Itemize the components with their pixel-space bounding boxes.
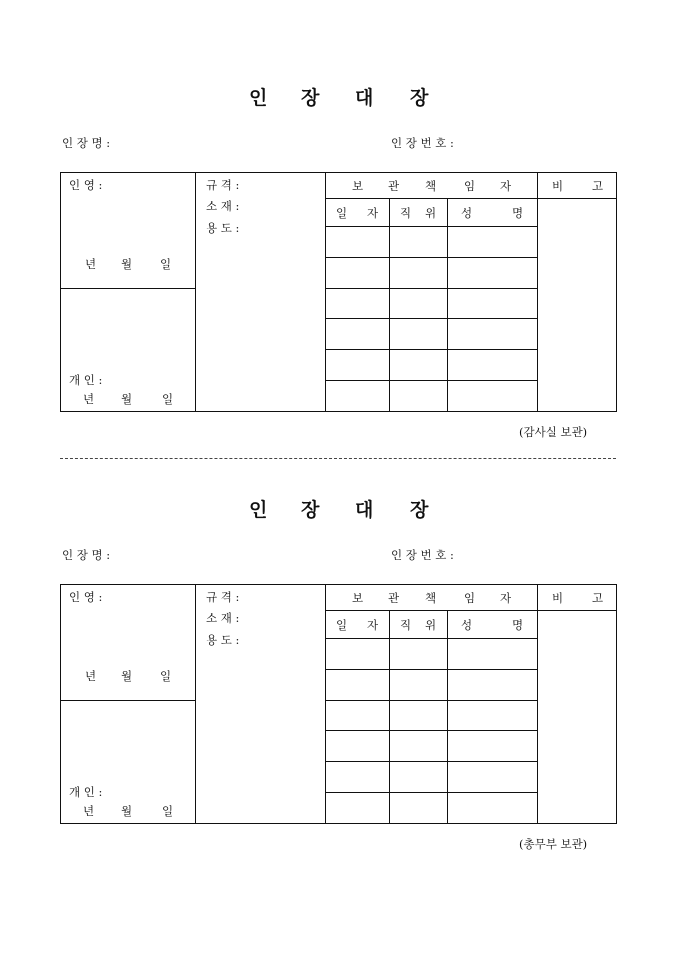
date-month: 월 <box>121 392 133 406</box>
date-day: 일 <box>162 804 174 818</box>
custodian-header-char: 보 <box>352 179 364 193</box>
custodian-header-char: 임 <box>464 179 476 193</box>
seal-impression-label: 인 영 : <box>69 590 103 604</box>
seal-number-label: 인 장 번 호 : <box>391 548 454 562</box>
date-year: 년 <box>83 804 95 818</box>
date-column-header: 일 <box>336 206 348 220</box>
custodian-header-char: 책 <box>425 179 437 193</box>
date-day: 일 <box>160 257 172 271</box>
form-audit-copy <box>0 0 680 440</box>
usage-label: 용 도 : <box>206 633 240 647</box>
remarks-header-char: 비 <box>552 591 564 605</box>
position-column-header: 위 <box>425 618 437 632</box>
form-title-char-4: 장 <box>410 499 429 521</box>
custodian-header-char: 자 <box>500 591 512 605</box>
spec-label: 규 격 : <box>206 590 240 604</box>
remarks-header-char: 고 <box>592 591 604 605</box>
date-column-header: 일 <box>336 618 348 632</box>
date-column-header: 자 <box>367 618 379 632</box>
remarks-header-char: 고 <box>592 179 604 193</box>
position-column-header: 위 <box>425 206 437 220</box>
date-year: 년 <box>85 669 97 683</box>
name-column-header: 성 <box>461 206 473 220</box>
personal-label: 개 인 : <box>69 373 103 387</box>
seal-number-label: 인 장 번 호 : <box>391 136 454 150</box>
custodian-header-char: 관 <box>388 591 400 605</box>
form-title-char-2: 장 <box>301 87 320 109</box>
custodian-header-char: 보 <box>352 591 364 605</box>
seal-impression-label: 인 영 : <box>69 178 103 192</box>
date-column-header: 자 <box>367 206 379 220</box>
name-column-header: 명 <box>512 618 524 632</box>
position-column-header: 직 <box>400 618 412 632</box>
personal-label: 개 인 : <box>69 785 103 799</box>
custodian-header-char: 임 <box>464 591 476 605</box>
usage-label: 용 도 : <box>206 221 240 235</box>
position-column-header: 직 <box>400 206 412 220</box>
date-month: 월 <box>121 804 133 818</box>
spec-label: 규 격 : <box>206 178 240 192</box>
date-month: 월 <box>121 257 133 271</box>
seal-name-label: 인 장 명 : <box>62 548 111 562</box>
custody-note: (감사실 보관) <box>519 425 588 439</box>
form-title-char-1: 인 <box>249 87 268 109</box>
date-year: 년 <box>83 392 95 406</box>
remarks-header-char: 비 <box>552 179 564 193</box>
date-year: 년 <box>85 257 97 271</box>
date-day: 일 <box>162 392 174 406</box>
form-title-char-3: 대 <box>355 87 374 109</box>
form-title-char-3: 대 <box>355 499 374 521</box>
date-day: 일 <box>160 669 172 683</box>
form-admin-copy <box>0 412 680 852</box>
name-column-header: 명 <box>512 206 524 220</box>
custodian-header-char: 자 <box>500 179 512 193</box>
custodian-header-char: 책 <box>425 591 437 605</box>
form-title-char-2: 장 <box>301 499 320 521</box>
date-month: 월 <box>121 669 133 683</box>
custody-note: (총무부 보관) <box>519 837 588 851</box>
custodian-header-char: 관 <box>388 179 400 193</box>
form-title-char-1: 인 <box>249 499 268 521</box>
form-title-char-4: 장 <box>410 87 429 109</box>
name-column-header: 성 <box>461 618 473 632</box>
seal-name-label: 인 장 명 : <box>62 136 111 150</box>
material-label: 소 재 : <box>206 199 240 213</box>
material-label: 소 재 : <box>206 611 240 625</box>
